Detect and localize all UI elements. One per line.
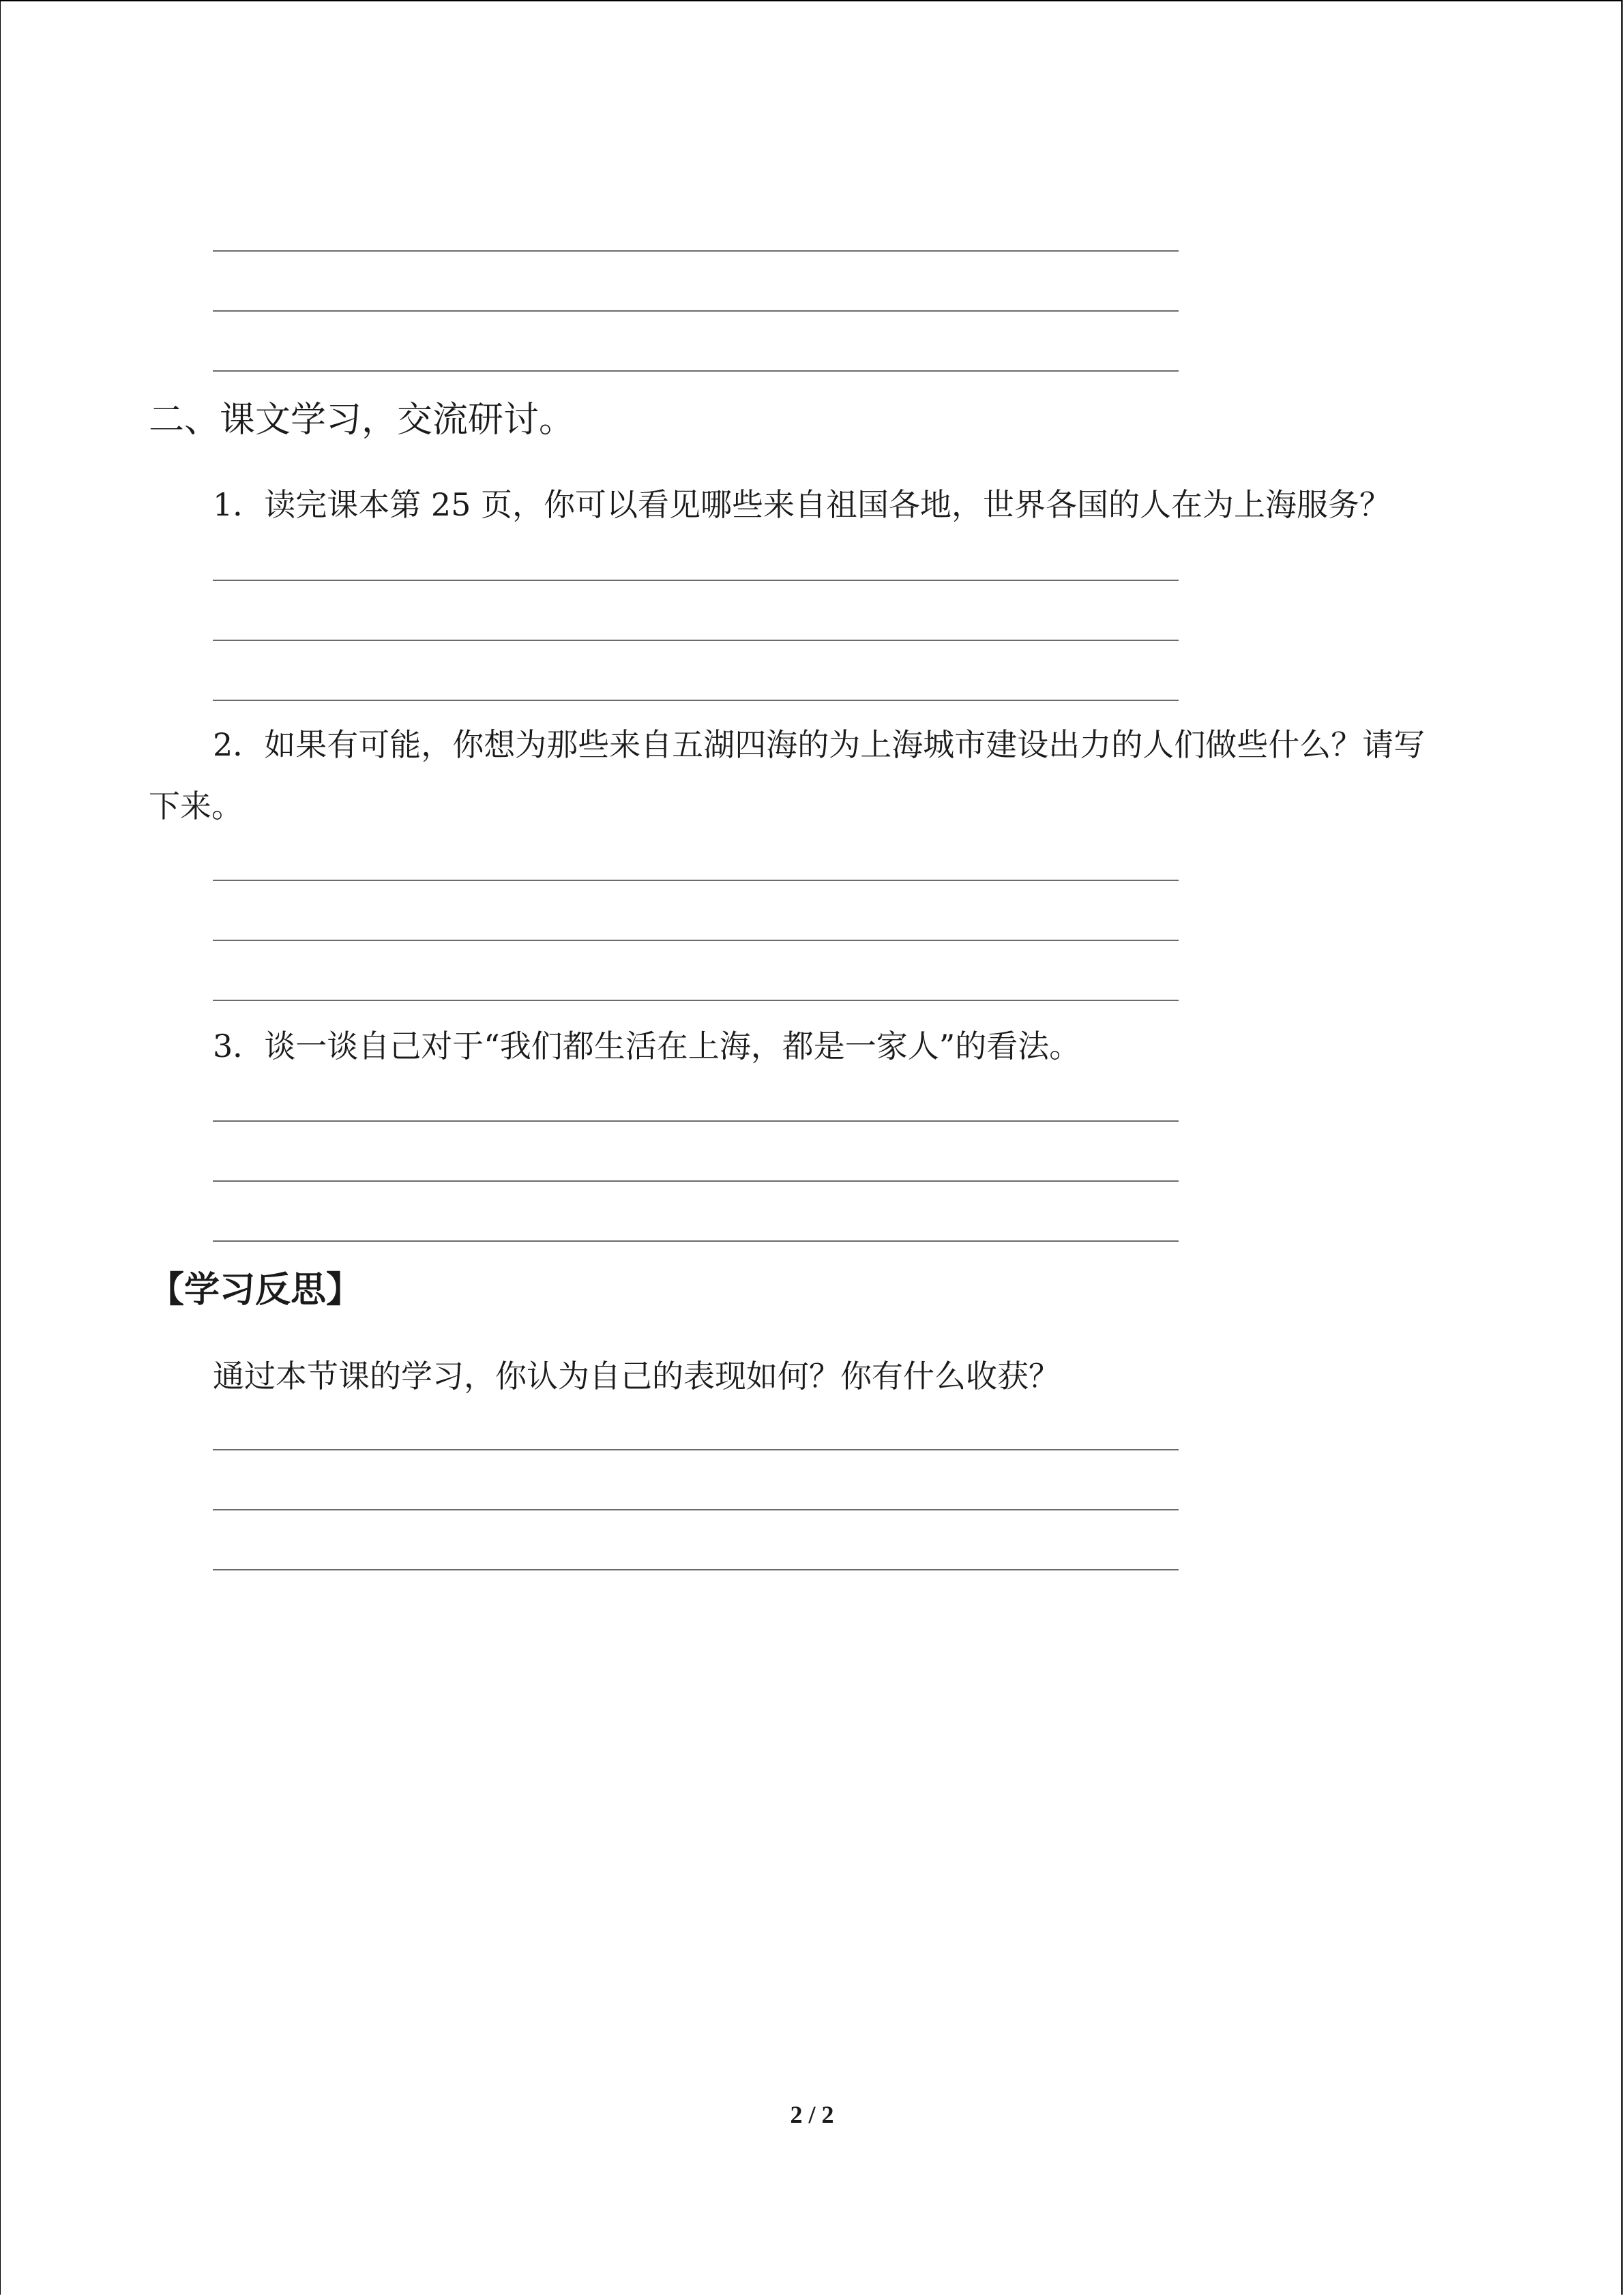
section-title: 二、课文学习，交流研讨。 [149,400,575,441]
answer-line[interactable] [213,1509,1179,1510]
question-2-line-1: 2．如果有可能，你想为那些来自五湖四海的为上海城市建设出力的人们做些什么？请写 [213,726,1426,763]
answer-line[interactable] [213,370,1179,372]
answer-line[interactable] [213,1180,1179,1182]
answer-line[interactable] [213,580,1179,581]
answer-line[interactable] [213,1569,1179,1570]
answer-line[interactable] [213,250,1179,252]
answer-line[interactable] [213,310,1179,312]
reflection-prompt: 通过本节课的学习，你认为自己的表现如何？你有什么收获？ [213,1358,1060,1395]
answer-line[interactable] [213,940,1179,941]
answer-line[interactable] [213,1240,1179,1242]
page-number: 2 / 2 [790,2101,834,2128]
question-2-line-2: 下来。 [149,788,243,824]
question-3: 3．谈一谈自己对于“我们都生活在上海，都是一家人”的看法。 [213,1028,1081,1064]
answer-line[interactable] [213,880,1179,881]
answer-line[interactable] [213,1449,1179,1450]
reflection-heading: 【学习反思】 [149,1270,362,1311]
answer-line[interactable] [213,700,1179,701]
answer-line[interactable] [213,640,1179,641]
answer-line[interactable] [213,1120,1179,1122]
question-1: 1．读完课本第 25 页，你可以看见哪些来自祖国各地，世界各国的人在为上海服务？ [213,486,1391,523]
answer-line[interactable] [213,1000,1179,1001]
